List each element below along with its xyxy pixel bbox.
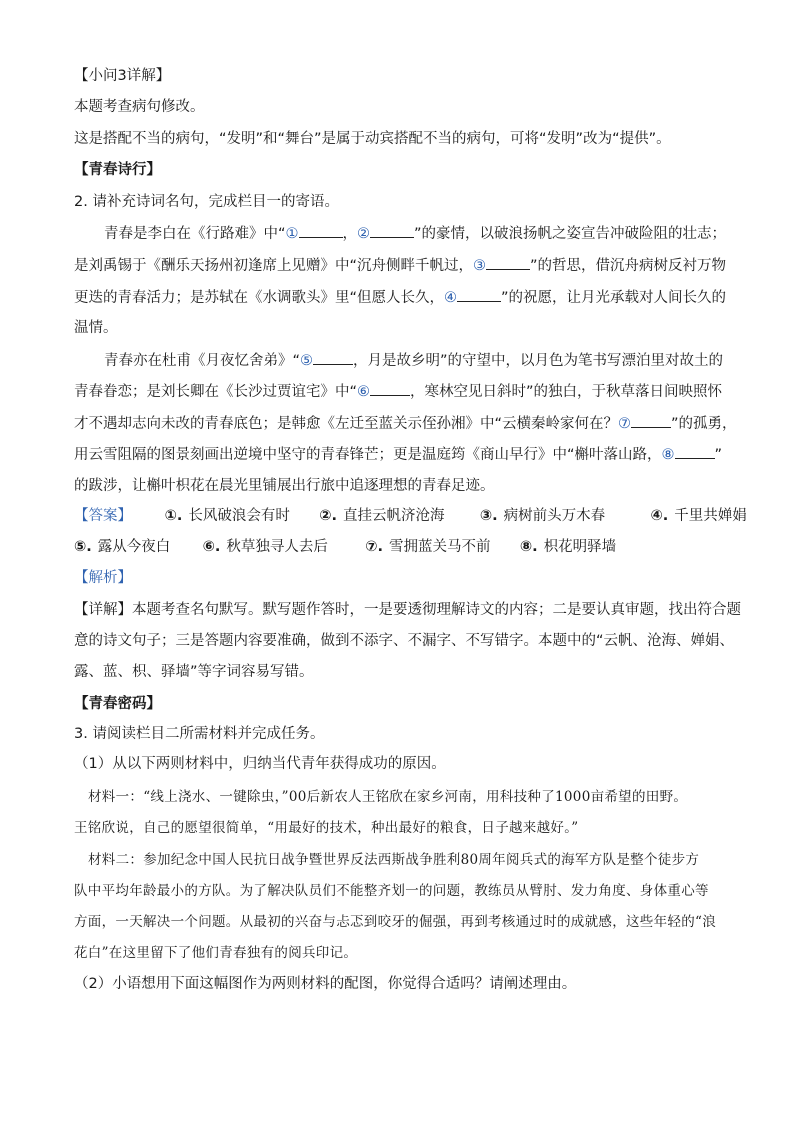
poetry-p2-line2: 青春眷恋；是刘长卿在《长沙过贾谊宅》中“⑥ ，寒林空见日斜时”的独白，于秋草落日间映照怀: [74, 381, 722, 402]
answer-item: ③. 病树前头万木春: [479, 508, 606, 524]
material-1-line2: 王铭欣说，自己的愿望很简单，“用最好的技术，种出最好的粮食，日子越来越好。”: [74, 820, 579, 836]
fill-blank: [370, 223, 414, 238]
question-3: 3. 请阅读栏目二所需材料并完成任务。: [74, 726, 325, 742]
blank-number: ⑦: [618, 416, 632, 432]
answer-item: ⑧. 枳花明驿墙: [519, 539, 617, 555]
answer-item: ②. 直挂云帆济沧海: [319, 508, 445, 524]
poetry-p2-line1: 青春亦在杜甫《月夜忆舍弟》“⑤ ，月是故乡明”的守望中，以月色为笔书写漂泊里对故土的: [104, 350, 723, 371]
fill-blank: [457, 287, 501, 302]
poetry-p2-line3: 才不遇却志向未改的青春底色；是韩愈《左迁至蓝关示侄孙湘》中“云横秦岭家何在？⑦ ”的孤勇，: [74, 413, 737, 434]
q3-detail-line2: 这是搭配不当的病句，“发明”和“舞台”是属于动宾搭配不当的病句，可将“发明”改为“提供”。: [74, 131, 671, 147]
blank-number: ⑥: [357, 384, 371, 400]
section-heading-code: 【青春密码】: [74, 696, 161, 712]
fill-blank: [299, 223, 343, 238]
fill-blank: [313, 350, 353, 365]
answer-item: ①. 长风破浪会有时: [164, 508, 290, 524]
q3-detail-line1: 本题考查病句修改。: [74, 99, 205, 115]
blank-number: ④: [444, 290, 458, 306]
section-heading-poetry: 【青春诗行】: [74, 162, 161, 178]
detail-line1: 【详解】本题考查名句默写。默写题作答时，一是要透彻理解诗文的内容；二是要认真审题，找出符合题: [74, 602, 741, 618]
material-2-line3: 方面，一天解决一个问题。从最初的兴奋与忐忑到咬牙的倔强，再到考核通过时的成就感，这些年轻的“浪: [74, 914, 716, 930]
blank-number: ⑧: [661, 447, 675, 463]
answer-label: 【答案】: [74, 508, 132, 524]
fill-blank: [675, 444, 715, 459]
fill-blank: [631, 413, 671, 428]
q3-detail-heading: 【小问3详解】: [74, 68, 171, 84]
detail-line3: 露、蓝、枳、驿墙”等字词容易写错。: [74, 664, 314, 680]
poetry-p2-line5: 的跋涉，让槲叶枳花在晨光里铺展出行旅中追逐理想的青春足迹。: [74, 478, 495, 494]
fill-blank: [486, 255, 530, 270]
fill-blank: [370, 381, 410, 396]
analysis-label: 【解析】: [74, 570, 132, 586]
poetry-p1-line4: 温情。: [74, 320, 118, 336]
sub-question-1: （1）从以下两则材料中，归纳当代青年获得成功的原因。: [74, 756, 446, 772]
material-1-line1: 材料一：“线上浇水、一键除虫，”00后新农人王铭欣在家乡河南，用科技种了1000亩希望的田野。: [88, 789, 688, 805]
detail-line2: 意的诗文句子；三是答题内容要准确，做到不添字、不漏字、不写错字。本题中的“云帆、沧海、婵娟、: [74, 633, 735, 649]
answers-row-1: [74, 506, 747, 526]
poetry-p2-line4: 用云雪阻隔的图景刻画出逆境中坚守的青春锋芒；更是温庭筠《商山早行》中“槲叶落山路，⑧ ”: [74, 444, 722, 465]
question-2: 2. 请补充诗词名句，完成栏目一的寄语。: [74, 194, 339, 210]
blank-number: ①: [285, 226, 299, 242]
material-2-line2: 队中平均年龄最小的方队。为了解决队员们不能整齐划一的问题，教练员从臂肘、发力角度、身体重心等: [74, 883, 709, 899]
blank-number: ⑤: [300, 353, 314, 369]
answers-row-2: [74, 537, 616, 557]
material-2-line1: 材料二：参加纪念中国人民抗日战争暨世界反法西斯战争胜利80周年阅兵式的海军方队是整个徒步方: [88, 852, 700, 868]
sub-question-2: （2）小语想用下面这幅图作为两则材料的配图，你觉得合适吗？请阐述理由。: [74, 976, 577, 992]
poetry-p1-line1: 青春是李白在《行路难》中“① ，② ”的豪情，以破浪扬帆之姿宣告冲破险阻的壮志；: [104, 223, 726, 244]
blank-number: ③: [473, 258, 487, 274]
poetry-p1-line2: 是刘禹锡于《酬乐天扬州初逢席上见赠》中“沉舟侧畔千帆过，③ ”的哲思，借沉舟病树反衬万物: [74, 255, 726, 276]
answer-item: ⑦. 雪拥蓝关马不前: [365, 539, 491, 555]
answer-item: ⑥. 秋草独寻人去后: [202, 539, 328, 555]
poetry-p1-line3: 更迭的青春活力；是苏轼在《水调歌头》里“但愿人长久，④ ”的祝愿，让月光承载对人间长久的: [74, 287, 726, 308]
answer-item: ④. 千里共婵娟: [650, 508, 747, 524]
blank-number: ②: [357, 226, 371, 242]
material-2-line4: 花白”在这里留下了他们青春独有的阅兵印记。: [74, 945, 358, 961]
answer-item: ⑤. 露从今夜白: [74, 539, 171, 555]
